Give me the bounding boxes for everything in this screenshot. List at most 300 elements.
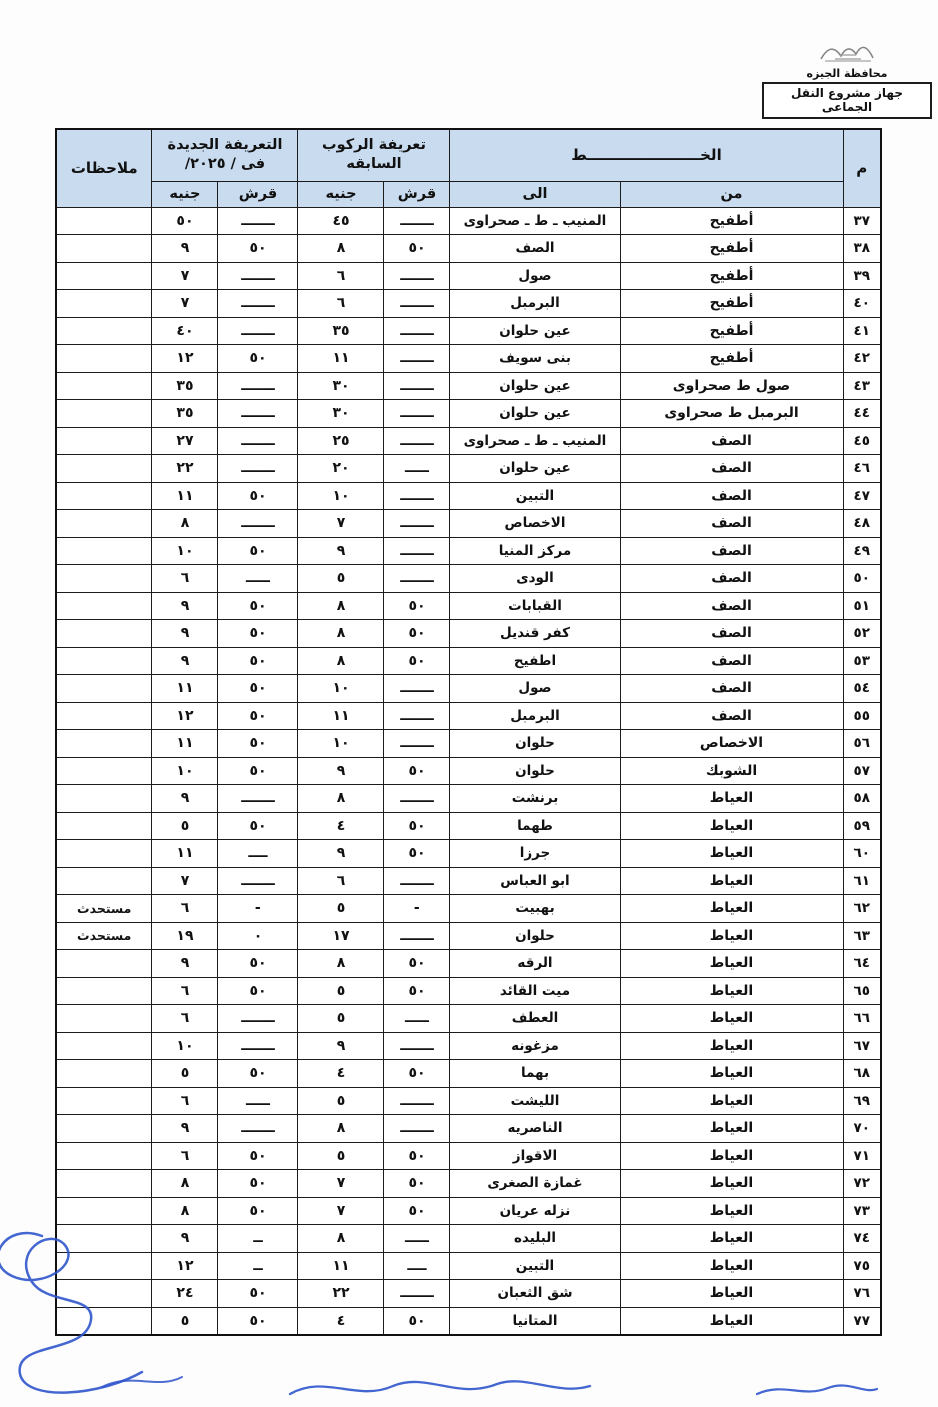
new-tariff-label-line2: فى / ٢٠٢٥/ bbox=[184, 156, 266, 173]
cell-prev_q: ـــــــ bbox=[384, 675, 450, 703]
table-row bbox=[56, 400, 881, 428]
cell-new_g: ١٠ bbox=[152, 757, 218, 785]
col-header-genih-new: جنيه bbox=[152, 181, 218, 207]
cell-prev_g: ٤ bbox=[298, 1307, 384, 1335]
fare-table bbox=[55, 128, 882, 1336]
cell-new_q: ٥٠ bbox=[218, 812, 298, 840]
cell-m: ٣٨ bbox=[843, 235, 881, 263]
col-header-line: الخــــــــــــــــــــــط bbox=[450, 129, 843, 181]
cell-new_g: ٧ bbox=[152, 867, 218, 895]
cell-new_q: ــــ bbox=[218, 840, 298, 868]
cell-new_g: ٧ bbox=[152, 262, 218, 290]
cell-new_g: ٥ bbox=[152, 1307, 218, 1335]
table-row bbox=[56, 675, 881, 703]
table-row bbox=[56, 510, 881, 538]
cell-prev_q: ـــــــ bbox=[384, 400, 450, 428]
cell-to: الليشت bbox=[450, 1087, 620, 1115]
cell-prev_q: - bbox=[384, 895, 450, 923]
cell-new_q: ـــــــ bbox=[218, 372, 298, 400]
table-row bbox=[56, 235, 881, 263]
cell-prev_q: ٥٠ bbox=[384, 1060, 450, 1088]
cell-from: العياط bbox=[620, 1307, 843, 1335]
table-row bbox=[56, 1005, 881, 1033]
cell-prev_g: ٧ bbox=[298, 1170, 384, 1198]
cell-new_g: ١٢ bbox=[152, 345, 218, 373]
table-row bbox=[56, 345, 881, 373]
cell-new_q: ٥٠ bbox=[218, 647, 298, 675]
cell-m: ٦٦ bbox=[843, 1005, 881, 1033]
cell-to: المنيب ـ ط ـ صحراوى bbox=[450, 427, 620, 455]
table-header bbox=[56, 129, 881, 207]
cell-notes bbox=[56, 537, 152, 565]
cell-m: ٦٨ bbox=[843, 1060, 881, 1088]
cell-prev_q: ٥٠ bbox=[384, 1197, 450, 1225]
cell-to: صول bbox=[450, 262, 620, 290]
cell-to: بهبيت bbox=[450, 895, 620, 923]
cell-new_g: ٨ bbox=[152, 1170, 218, 1198]
cell-notes bbox=[56, 235, 152, 263]
cell-to: البرمبل bbox=[450, 290, 620, 318]
col-header-qirsh-new: قرش bbox=[218, 181, 298, 207]
cell-from: الاخصاص bbox=[620, 730, 843, 758]
cell-prev_g: ٨ bbox=[298, 1225, 384, 1253]
cell-new_q: ٥٠ bbox=[218, 1280, 298, 1308]
cell-new_q: ٥٠ bbox=[218, 702, 298, 730]
cell-prev_q: ـــــــ bbox=[384, 1280, 450, 1308]
cell-m: ٥٠ bbox=[843, 565, 881, 593]
cell-from: العياط bbox=[620, 867, 843, 895]
cell-prev_q: ٥٠ bbox=[384, 647, 450, 675]
table-row bbox=[56, 895, 881, 923]
cell-from: الصف bbox=[620, 675, 843, 703]
cell-from: العياط bbox=[620, 1032, 843, 1060]
cell-m: ٤٧ bbox=[843, 482, 881, 510]
table-row bbox=[56, 785, 881, 813]
cell-prev_q: ـــــــ bbox=[384, 427, 450, 455]
cell-notes bbox=[56, 702, 152, 730]
cell-to: حلوان bbox=[450, 730, 620, 758]
cell-from: العياط bbox=[620, 1115, 843, 1143]
cell-from: الصف bbox=[620, 482, 843, 510]
cell-prev_q: ـــــــ bbox=[384, 482, 450, 510]
cell-from: أطفيح bbox=[620, 345, 843, 373]
signature-scribble-center bbox=[285, 1378, 595, 1400]
cell-from: العياط bbox=[620, 950, 843, 978]
cell-prev_g: ٥ bbox=[298, 1087, 384, 1115]
cell-new_q: ـــــــ bbox=[218, 1115, 298, 1143]
cell-m: ٦٩ bbox=[843, 1087, 881, 1115]
previous-tariff-label-line2: السابقه bbox=[346, 156, 402, 173]
cell-m: ٣٧ bbox=[843, 207, 881, 235]
previous-tariff-label-line1: تعريفة الركوب bbox=[322, 137, 426, 154]
table-row bbox=[56, 977, 881, 1005]
cell-new_q: ٥٠ bbox=[218, 1060, 298, 1088]
cell-prev_q: ـــــــ bbox=[384, 1032, 450, 1060]
cell-notes bbox=[56, 1280, 152, 1308]
cell-prev_q: ـــــ bbox=[384, 1225, 450, 1253]
cell-m: ٧٣ bbox=[843, 1197, 881, 1225]
cell-to: الاخصاص bbox=[450, 510, 620, 538]
cell-to: مركز المنيا bbox=[450, 537, 620, 565]
cell-m: ٧٧ bbox=[843, 1307, 881, 1335]
cell-prev_q: ٥٠ bbox=[384, 1170, 450, 1198]
cell-new_q: ـــــــ bbox=[218, 1032, 298, 1060]
cell-prev_q: ـــــــ bbox=[384, 702, 450, 730]
cell-new_q: ٥٠ bbox=[218, 235, 298, 263]
cell-to: شق الثعبان bbox=[450, 1280, 620, 1308]
cell-new_q: ـــــــ bbox=[218, 867, 298, 895]
cell-to: المنيب ـ ط ـ صحراوى bbox=[450, 207, 620, 235]
cell-prev_q: ٥٠ bbox=[384, 757, 450, 785]
cell-new_q: ـــــ bbox=[218, 1087, 298, 1115]
cell-prev_q: ـــــ bbox=[384, 455, 450, 483]
cell-m: ٤٩ bbox=[843, 537, 881, 565]
cell-to: نزله عريان bbox=[450, 1197, 620, 1225]
table-row bbox=[56, 537, 881, 565]
cell-from: الصف bbox=[620, 455, 843, 483]
cell-new_q: ٥٠ bbox=[218, 1142, 298, 1170]
cell-prev_g: ٩ bbox=[298, 840, 384, 868]
letterhead bbox=[762, 34, 932, 119]
cell-prev_g: ١١ bbox=[298, 702, 384, 730]
cell-prev_g: ٦ bbox=[298, 290, 384, 318]
cell-prev_q: ٥٠ bbox=[384, 1307, 450, 1335]
cell-to: البرمبل bbox=[450, 702, 620, 730]
cell-prev_g: ١١ bbox=[298, 1252, 384, 1280]
cell-new_g: ٢٤ bbox=[152, 1280, 218, 1308]
table-row bbox=[56, 317, 881, 345]
cell-from: أطفيح bbox=[620, 235, 843, 263]
cell-notes: مستحدث bbox=[56, 895, 152, 923]
cell-new_g: ١١ bbox=[152, 730, 218, 758]
cell-new_q: ـــــ bbox=[218, 565, 298, 593]
cell-new_q: ٥٠ bbox=[218, 620, 298, 648]
cell-m: ٦٠ bbox=[843, 840, 881, 868]
cell-from: العياط bbox=[620, 1060, 843, 1088]
table-row bbox=[56, 1032, 881, 1060]
cell-to: ميت القائد bbox=[450, 977, 620, 1005]
cell-m: ٧٤ bbox=[843, 1225, 881, 1253]
cell-new_q: ٥٠ bbox=[218, 977, 298, 1005]
cell-from: العياط bbox=[620, 812, 843, 840]
cell-from: العياط bbox=[620, 895, 843, 923]
cell-notes bbox=[56, 675, 152, 703]
col-header-previous-tariff bbox=[298, 129, 450, 181]
cell-prev_g: ٧ bbox=[298, 510, 384, 538]
table-row bbox=[56, 290, 881, 318]
cell-m: ٤٨ bbox=[843, 510, 881, 538]
cell-m: ٤٥ bbox=[843, 427, 881, 455]
cell-notes bbox=[56, 647, 152, 675]
cell-new_q: ٥٠ bbox=[218, 675, 298, 703]
cell-m: ٣٩ bbox=[843, 262, 881, 290]
cell-new_q: ٥٠ bbox=[218, 592, 298, 620]
col-header-number: م bbox=[843, 129, 881, 207]
cell-m: ٧٠ bbox=[843, 1115, 881, 1143]
cell-new_g: ٥٠ bbox=[152, 207, 218, 235]
cell-notes bbox=[56, 565, 152, 593]
cell-notes bbox=[56, 977, 152, 1005]
table-row bbox=[56, 1087, 881, 1115]
cell-prev_g: ١٠ bbox=[298, 482, 384, 510]
table-row bbox=[56, 950, 881, 978]
cell-notes bbox=[56, 372, 152, 400]
cell-to: عين حلوان bbox=[450, 317, 620, 345]
cell-new_g: ٩ bbox=[152, 647, 218, 675]
cell-new_g: ٦ bbox=[152, 1005, 218, 1033]
cell-new_q: ٥٠ bbox=[218, 1170, 298, 1198]
cell-to: التبين bbox=[450, 482, 620, 510]
header-row-groups bbox=[56, 129, 881, 181]
col-header-qirsh-previous: قرش bbox=[384, 181, 450, 207]
table-row bbox=[56, 1170, 881, 1198]
cell-m: ٥٣ bbox=[843, 647, 881, 675]
cell-m: ٤٣ bbox=[843, 372, 881, 400]
cell-new_g: ٦ bbox=[152, 1087, 218, 1115]
cell-to: القبابات bbox=[450, 592, 620, 620]
cell-notes bbox=[56, 1032, 152, 1060]
table-row bbox=[56, 840, 881, 868]
table-row bbox=[56, 812, 881, 840]
new-tariff-label-line1: التعريفة الجديدة bbox=[167, 137, 283, 154]
cell-m: ٤٦ bbox=[843, 455, 881, 483]
cell-prev_q: ـــــــ bbox=[384, 730, 450, 758]
cell-from: العياط bbox=[620, 1005, 843, 1033]
cell-to: كفر قنديل bbox=[450, 620, 620, 648]
cell-to: حلوان bbox=[450, 922, 620, 950]
cell-from: الصف bbox=[620, 592, 843, 620]
cell-new_q: ٥٠ bbox=[218, 757, 298, 785]
table-row bbox=[56, 1060, 881, 1088]
cell-new_g: ٧ bbox=[152, 290, 218, 318]
cell-prev_g: ٩ bbox=[298, 537, 384, 565]
table-row bbox=[56, 1115, 881, 1143]
cell-new_q: ٥٠ bbox=[218, 950, 298, 978]
cell-to: التبين bbox=[450, 1252, 620, 1280]
cell-prev_g: ٧ bbox=[298, 1197, 384, 1225]
cell-prev_q: ٥٠ bbox=[384, 620, 450, 648]
cell-prev_g: ١١ bbox=[298, 345, 384, 373]
cell-from: الصف bbox=[620, 647, 843, 675]
cell-to: الرقه bbox=[450, 950, 620, 978]
cell-from: العياط bbox=[620, 1087, 843, 1115]
cell-to: بهما bbox=[450, 1060, 620, 1088]
cell-new_g: ٣٥ bbox=[152, 372, 218, 400]
signature-scribble-right bbox=[752, 1382, 882, 1400]
col-header-to: الى bbox=[450, 181, 620, 207]
cell-m: ٦٥ bbox=[843, 977, 881, 1005]
table-row bbox=[56, 427, 881, 455]
cell-m: ٥٥ bbox=[843, 702, 881, 730]
org-name: محافظة الجيزه bbox=[806, 67, 888, 80]
cell-prev_g: ٨ bbox=[298, 785, 384, 813]
cell-notes bbox=[56, 1170, 152, 1198]
cell-notes: مستحدث bbox=[56, 922, 152, 950]
cell-notes bbox=[56, 1197, 152, 1225]
table-row bbox=[56, 482, 881, 510]
cell-m: ٥٨ bbox=[843, 785, 881, 813]
cell-m: ٥٢ bbox=[843, 620, 881, 648]
cell-prev_g: ٣٠ bbox=[298, 372, 384, 400]
cell-prev_q: ـــــــ bbox=[384, 1087, 450, 1115]
cell-prev_q: ـــــــ bbox=[384, 345, 450, 373]
cell-new_q: ـــــــ bbox=[218, 785, 298, 813]
cell-m: ٦٢ bbox=[843, 895, 881, 923]
table-row bbox=[56, 1225, 881, 1253]
cell-to: الاقواز bbox=[450, 1142, 620, 1170]
cell-new_g: ٥ bbox=[152, 812, 218, 840]
table-row bbox=[56, 1280, 881, 1308]
cell-new_q: ـــــــ bbox=[218, 262, 298, 290]
cell-from: أطفيح bbox=[620, 317, 843, 345]
cell-new_q: ــ bbox=[218, 1252, 298, 1280]
cell-notes bbox=[56, 455, 152, 483]
cell-to: برنشت bbox=[450, 785, 620, 813]
cell-new_g: ٩ bbox=[152, 1115, 218, 1143]
col-header-genih-previous: جنيه bbox=[298, 181, 384, 207]
cell-new_q: ـــــــ bbox=[218, 290, 298, 318]
cell-new_g: ٩ bbox=[152, 1225, 218, 1253]
cell-new_g: ١٩ bbox=[152, 922, 218, 950]
cell-prev_q: ـــــــ bbox=[384, 510, 450, 538]
cell-prev_g: ٨ bbox=[298, 1115, 384, 1143]
cell-from: العياط bbox=[620, 1225, 843, 1253]
cell-new_q: ٥٠ bbox=[218, 482, 298, 510]
cell-m: ٥٦ bbox=[843, 730, 881, 758]
cell-prev_g: ٢٠ bbox=[298, 455, 384, 483]
cell-notes bbox=[56, 1307, 152, 1335]
cell-new_q: ـــــــ bbox=[218, 1005, 298, 1033]
cell-notes bbox=[56, 592, 152, 620]
cell-notes bbox=[56, 620, 152, 648]
cell-prev_q: ـــــــ bbox=[384, 207, 450, 235]
cell-new_g: ٨ bbox=[152, 1197, 218, 1225]
cell-new_q: ـــــــ bbox=[218, 427, 298, 455]
cell-notes bbox=[56, 290, 152, 318]
cell-notes bbox=[56, 1252, 152, 1280]
cell-prev_g: ١٠ bbox=[298, 730, 384, 758]
fare-table-body bbox=[56, 207, 881, 1335]
cell-new_q: ـــــــ bbox=[218, 510, 298, 538]
cell-to: صول bbox=[450, 675, 620, 703]
cell-new_q: ـــــــ bbox=[218, 317, 298, 345]
table-row bbox=[56, 262, 881, 290]
cell-prev_q: ـــــــ bbox=[384, 262, 450, 290]
cell-to: العطف bbox=[450, 1005, 620, 1033]
cell-new_g: ٩ bbox=[152, 785, 218, 813]
cell-new_g: ٤٠ bbox=[152, 317, 218, 345]
cell-new_q: ــ bbox=[218, 1225, 298, 1253]
cell-prev_q: ـــــــ bbox=[384, 1115, 450, 1143]
cell-to: عين حلوان bbox=[450, 372, 620, 400]
cell-new_q: ـــــــ bbox=[218, 455, 298, 483]
cell-from: أطفيح bbox=[620, 290, 843, 318]
cell-new_g: ١١ bbox=[152, 675, 218, 703]
cell-prev_g: ٨ bbox=[298, 620, 384, 648]
cell-prev_q: ـــــــ bbox=[384, 565, 450, 593]
cell-new_g: ١٢ bbox=[152, 1252, 218, 1280]
col-header-new-tariff bbox=[152, 129, 298, 181]
cell-m: ٧٥ bbox=[843, 1252, 881, 1280]
table-row bbox=[56, 207, 881, 235]
cell-new_g: ٦ bbox=[152, 565, 218, 593]
cell-from: الصف bbox=[620, 620, 843, 648]
cell-from: العياط bbox=[620, 785, 843, 813]
table-row bbox=[56, 757, 881, 785]
cell-prev_g: ٤ bbox=[298, 1060, 384, 1088]
table-row bbox=[56, 867, 881, 895]
cell-prev_g: ٥ bbox=[298, 565, 384, 593]
cell-to: حلوان bbox=[450, 757, 620, 785]
table-row bbox=[56, 730, 881, 758]
cell-prev_q: ٥٠ bbox=[384, 840, 450, 868]
cell-notes bbox=[56, 1115, 152, 1143]
cell-prev_q: ٥٠ bbox=[384, 812, 450, 840]
cell-prev_q: ـــــــ bbox=[384, 922, 450, 950]
cell-from: العياط bbox=[620, 1142, 843, 1170]
table-row bbox=[56, 647, 881, 675]
cell-to: المتانيا bbox=[450, 1307, 620, 1335]
cell-prev_q: ـــــــ bbox=[384, 785, 450, 813]
cell-prev_g: ٥ bbox=[298, 1142, 384, 1170]
cell-to: عين حلوان bbox=[450, 400, 620, 428]
cell-to: الودى bbox=[450, 565, 620, 593]
cell-from: الصف bbox=[620, 565, 843, 593]
cell-prev_q: ٥٠ bbox=[384, 592, 450, 620]
cell-prev_g: ٨ bbox=[298, 592, 384, 620]
cell-from: البرمبل ط صحراوى bbox=[620, 400, 843, 428]
cell-new_g: ٨ bbox=[152, 510, 218, 538]
cell-to: جرزا bbox=[450, 840, 620, 868]
cell-prev_g: ٣٠ bbox=[298, 400, 384, 428]
cell-notes bbox=[56, 1225, 152, 1253]
cell-from: العياط bbox=[620, 1170, 843, 1198]
cell-prev_g: ٨ bbox=[298, 235, 384, 263]
cell-notes bbox=[56, 345, 152, 373]
org-logo-icon bbox=[762, 34, 932, 66]
cell-to: اطفيح bbox=[450, 647, 620, 675]
cell-to: بنى سويف bbox=[450, 345, 620, 373]
cell-new_g: ١٢ bbox=[152, 702, 218, 730]
cell-from: العياط bbox=[620, 977, 843, 1005]
cell-prev_g: ٤٥ bbox=[298, 207, 384, 235]
cell-m: ٦٣ bbox=[843, 922, 881, 950]
cell-m: ٤٢ bbox=[843, 345, 881, 373]
cell-from: صول ط صحراوى bbox=[620, 372, 843, 400]
cell-prev_g: ٥ bbox=[298, 895, 384, 923]
cell-prev_g: ٢٢ bbox=[298, 1280, 384, 1308]
table-row bbox=[56, 922, 881, 950]
cell-prev_g: ٥ bbox=[298, 977, 384, 1005]
cell-to: ابو العباس bbox=[450, 867, 620, 895]
cell-notes bbox=[56, 867, 152, 895]
cell-notes bbox=[56, 207, 152, 235]
cell-m: ٧١ bbox=[843, 1142, 881, 1170]
cell-new_q: ـــــــ bbox=[218, 207, 298, 235]
cell-to: الناصريه bbox=[450, 1115, 620, 1143]
cell-new_q: ٥٠ bbox=[218, 537, 298, 565]
cell-new_g: ٩ bbox=[152, 950, 218, 978]
table-row bbox=[56, 620, 881, 648]
cell-from: الصف bbox=[620, 702, 843, 730]
cell-prev_g: ١٠ bbox=[298, 675, 384, 703]
cell-prev_q: ـــــــ bbox=[384, 290, 450, 318]
cell-notes bbox=[56, 400, 152, 428]
cell-notes bbox=[56, 757, 152, 785]
table-row bbox=[56, 1307, 881, 1335]
cell-from: العياط bbox=[620, 1197, 843, 1225]
cell-notes bbox=[56, 1005, 152, 1033]
